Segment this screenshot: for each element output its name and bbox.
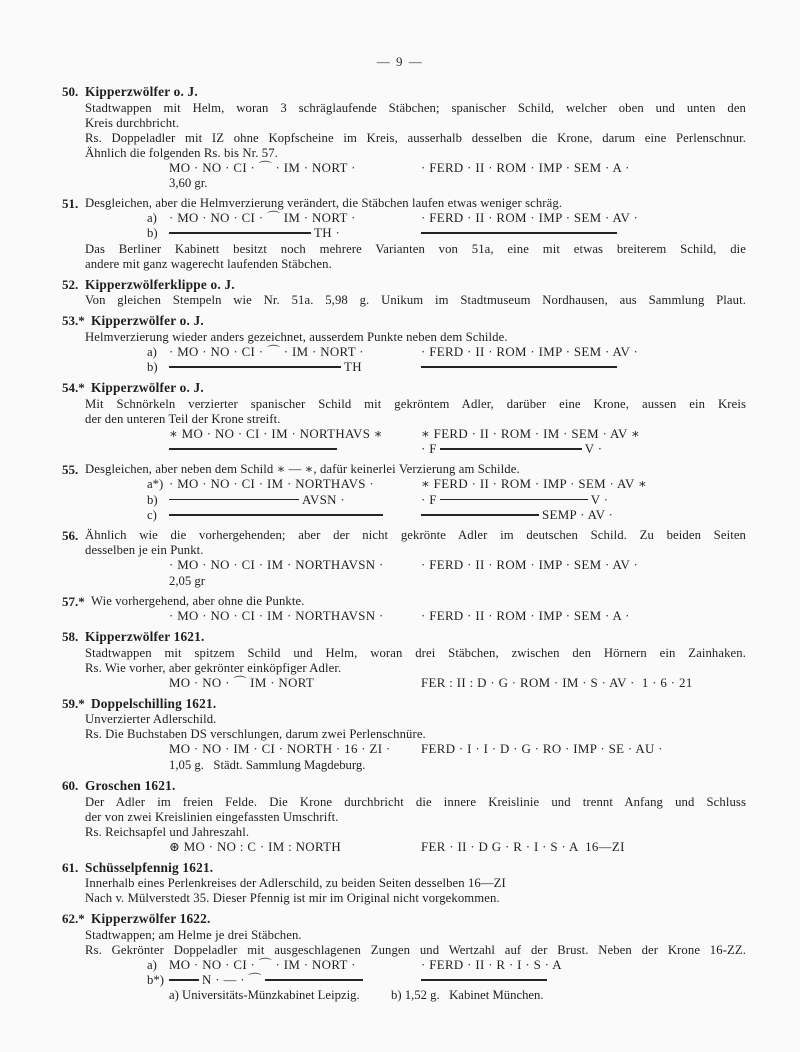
legend-row [147,676,746,691]
legend-obverse: MO · NO · ⌒ IM · NORT [169,675,315,690]
legend-row [147,477,746,492]
legend-obverse: MO · NO · CI · ⌒ · IM · NORT · [169,957,356,972]
catalog-entry-55 [62,462,746,523]
ditto-rule [421,232,617,234]
entry-title: Kipperzwölfer o. J. [91,313,204,329]
legend-obverse-suffix: TH · [314,226,341,241]
entry-title: Kipperzwölfer 1621. [85,629,205,645]
legend-reverse [421,226,617,241]
legend-obverse [169,360,421,375]
provenance-b: b) 1,52 g. Kabinet München. [391,988,544,1003]
weight-value: 2,05 gr [169,573,205,588]
body-line: Desgleichen, aber neben dem Schild ∗ — ∗, dafür keinerlei Verzierung am Schilde. [85,462,520,477]
legend-obverse: ⊛ MO · NO : C · IM : NORTH [169,839,342,854]
legend-row [147,427,746,442]
body-line: der den unteren Teil der Krone streift. [85,411,281,426]
legend-row [147,211,746,226]
entry-number: 52. [62,276,79,292]
catalog-entry-56 [62,528,746,589]
body-line: Rs. Wie vorher, aber gekrönter einköpfiger Adler. [85,660,342,675]
entry-number: 55. [62,462,79,478]
ditto-rule [440,448,582,450]
body-line: Stadtwappen mit Helm, woran 3 schräglaufende Stäbchen; spanischer Schild, welcher oben und unten den [85,100,746,115]
weight-row [147,574,746,589]
ditto-rule [169,448,337,450]
legend-reverse [421,508,613,523]
legend-obverse: · MO · NO · CI · IM · NORTHAVS · [169,477,374,492]
legend-obverse: · MO · NO · CI · ⌒ · IM · NORT · [169,344,364,359]
legend-reverse: · FERD · II · ROM · IMP · SEM · AV · [421,211,639,226]
body-line: Nach v. Mülverstedt 35. Dieser Pfennig ist mir im Original nicht vorgekommen. [85,891,500,906]
legend-row [147,742,746,757]
entry-number: 50. [62,84,79,99]
legend-reverse-suffix: SEMP · AV · [542,507,614,522]
variant-label [147,442,169,457]
legend-obverse-suffix: AVSN · [302,492,346,507]
legend-obverse-mid: N · — · ⌒ [202,973,262,988]
legend-obverse [169,973,421,988]
catalog-entry-57 [62,594,746,624]
body-line: Stadtwappen mit spitzem Schild und Helm, woran drei Stäbchen, zwischen den Hörnern ein Zainhaken. [85,645,746,660]
legend-reverse: · FERD · II · ROM · IMP · SEM · A · [421,608,630,623]
catalog-entry-62 [62,911,746,1003]
body-line: Stadtwappen; am Helme je drei Stäbchen. [85,927,302,942]
variant-label [147,427,169,442]
entry-title: Kipperzwölfer o. J. [85,84,198,99]
variant-label: a) [147,344,157,359]
legend-obverse-suffix: TH [344,359,362,374]
catalog-entry-59 [62,696,746,773]
variant-label: b) [147,492,158,507]
body-line: Helmverzierung wieder anders gezeichnet, ausserdem Punkte neben dem Schilde. [85,329,508,344]
legend-row [147,345,746,360]
ditto-rule [421,979,547,981]
catalog-entry-60 [62,778,746,855]
weight-row [147,176,746,191]
variant-label: b*) [147,973,164,988]
body-line: andere mit ganz wagerecht laufenden Stäbchen. [85,256,332,271]
legend-row [147,558,746,573]
ditto-rule [169,366,341,368]
variant-label [147,742,169,757]
variant-label [147,161,169,176]
catalog-entry-54 [62,380,746,457]
legend-reverse [421,360,617,375]
legend-obverse: MO · NO · CI · ⌒ · IM · NORT · [169,160,356,175]
variant-label: b) [147,226,158,241]
legend-row [147,609,746,624]
catalog-entry-58 [62,629,746,691]
entry-number: 51. [62,196,79,212]
body-line: Innerhalb eines Perlenkreises der Adlerschild, zu beiden Seiten desselben 16—ZI [85,876,506,891]
legend-obverse: · MO · NO · CI · IM · NORTHAVSN · [169,608,384,623]
variant-label: a) [147,211,157,226]
legend-row [147,840,746,855]
catalog-entry-53 [62,313,746,375]
legend-reverse [421,493,608,508]
ditto-rule [169,514,383,516]
legend-reverse-suffix: V · [584,442,603,457]
variant-label [147,988,169,1003]
legend-reverse: ∗ FERD · II · ROM · IMP · SEM · AV ∗ [421,477,648,492]
weight-value: 3,60 gr. [169,175,208,190]
variant-label [147,574,169,589]
legend-reverse-prefix: · F [421,492,437,507]
ditto-rule [440,499,588,501]
legend-row [147,493,746,508]
legend-reverse: · FERD · II · ROM · IMP · SEM · A · [421,160,630,175]
entry-number: 57.* [62,593,85,609]
entry-title: Groschen 1621. [85,778,176,794]
entry-number: 53.* [62,313,85,329]
body-line: Rs. Die Buchstaben DS verschlungen, darum zwei Perlenschnüre. [85,727,426,742]
variant-label [147,609,169,624]
entry-number: 54.* [62,380,85,396]
catalog-entry-61 [62,860,746,907]
variant-label: a) [147,957,157,972]
entry-title: Kipperzwölfer 1622. [91,911,211,927]
variant-label [147,676,169,691]
entry-number: 62.* [62,911,85,927]
legend-obverse: · MO · NO · CI · ⌒ IM · NORT · [169,211,356,226]
variant-label [147,840,169,855]
body-line: Desgleichen, aber die Helmverzierung verändert, die Stäbchen laufen etwas weniger schräg. [85,196,563,211]
variant-label [147,176,169,191]
variant-label: a*) [147,477,164,492]
legend-row [147,508,746,523]
body-line: Ähnlich die folgenden Rs. bis Nr. 57. [85,145,278,160]
weight-row [147,758,746,773]
legend-obverse [169,508,421,523]
page-number: — 9 — [376,54,424,69]
entry-number: 59.* [62,695,85,711]
legend-reverse-prefix: · F [421,442,437,457]
legend-row [147,973,746,988]
body-line: Von gleichen Stempeln wie Nr. 51a. 5,98 g. Unikum im Stadtmuseum Nordhausen, aus Sammlung Plaut. [85,293,746,308]
legend-reverse: FER · II · D G · R · I · S · A 16—ZI [421,839,625,854]
body-line: Unverzierter Adlerschild. [85,712,217,727]
entry-number: 61. [62,859,79,875]
legend-reverse: FER : II : D · G · ROM · IM · S · AV · 1 · 6 · 21 [421,675,693,690]
legend-row [147,161,746,176]
variant-label [147,558,169,573]
variant-label: b) [147,359,158,374]
weight-value: 1,05 g. Städt. Sammlung Magdeburg. [169,757,366,772]
entry-title: Schüsselpfennig 1621. [85,859,214,875]
catalog-entry-50 [62,84,746,191]
legend-reverse: · FERD · II · ROM · IMP · SEM · AV · [421,558,639,573]
body-line: der von zwei Kreislinien eingefassten Umschrift. [85,809,339,824]
entry-number: 56. [62,528,79,544]
body-line: Rs. Reichsapfel und Jahreszahl. [85,824,250,839]
legend-reverse: · FERD · II · R · I · S · A [421,957,562,972]
body-line: Der Adler im freien Felde. Die Krone durchbricht die innere Kreislinie und trennt Anfang und Schluss [85,794,746,809]
legend-reverse-suffix: V · [590,492,609,507]
entry-number: 58. [62,629,79,645]
body-line: Rs. Doppeladler mit IZ ohne Kopfscheine im Kreis, ausserhalb desselben die Krone, darum eine Perlenschnur. [85,130,746,145]
entry-number: 60. [62,778,79,794]
catalog-entry-51 [62,196,746,272]
legend-reverse [421,973,547,988]
body-line: Ähnlich wie die vorhergehenden; aber der nicht gekrönte Adler im deutschen Schild. Zu beiden Seiten [85,528,746,543]
variant-label: c) [147,507,157,522]
provenance-a: a) Universitäts-Münzkabinet Leipzig. [169,988,360,1003]
entry-title: Kipperzwölferklippe o. J. [85,276,235,292]
body-line: Rs. Gekrönter Doppeladler mit ausgeschlagenen Zungen und Wertzahl auf der Brust. Neben der Krone 16-ZZ. [85,942,746,957]
catalog-entry-52 [62,277,746,309]
ditto-rule [265,979,363,981]
legend-obverse: ∗ MO · NO · CI · IM · NORTHAVS ∗ [169,426,383,441]
body-line: Kreis durchbricht. [85,115,180,130]
entry-title: Doppelschilling 1621. [91,695,217,711]
ditto-rule [169,499,299,501]
legend-obverse: · MO · NO · CI · IM · NORTHAVSN · [169,558,384,573]
legend-row [147,958,746,973]
ditto-rule [421,514,539,516]
variant-label [147,758,169,773]
legend-row [147,360,746,375]
legend-obverse [169,442,421,457]
legend-row [147,442,746,457]
legend-obverse: MO · NO · IM · CI · NORTH · 16 · ZI · [169,742,391,757]
legend-obverse [169,493,421,508]
ditto-rule [169,979,199,981]
legend-reverse: · FERD · II · ROM · IMP · SEM · AV · [421,344,639,359]
legend-reverse: FERD · I · I · D · G · RO · IMP · SE · AU · [421,742,663,757]
legend-obverse [169,226,421,241]
ditto-rule [421,366,617,368]
legend-row [147,226,746,241]
ditto-rule [169,232,311,234]
body-line: Mit Schnörkeln verzierter spanischer Schild mit gekröntem Adler, darüber eine Krone, aussen ein Kreis [85,396,746,411]
body-line: Das Berliner Kabinett besitzt noch mehrere Varianten von 51a, eine mit etwas breiterem Schild, die [85,241,746,256]
provenance-row [147,988,746,1003]
legend-reverse [421,442,602,457]
body-line: desselben je ein Punkt. [85,543,204,558]
body-line: Wie vorhergehend, aber ohne die Punkte. [91,593,305,608]
entry-title: Kipperzwölfer o. J. [91,380,204,396]
legend-reverse: ∗ FERD · II · ROM · IM · SEM · AV ∗ [421,426,641,441]
